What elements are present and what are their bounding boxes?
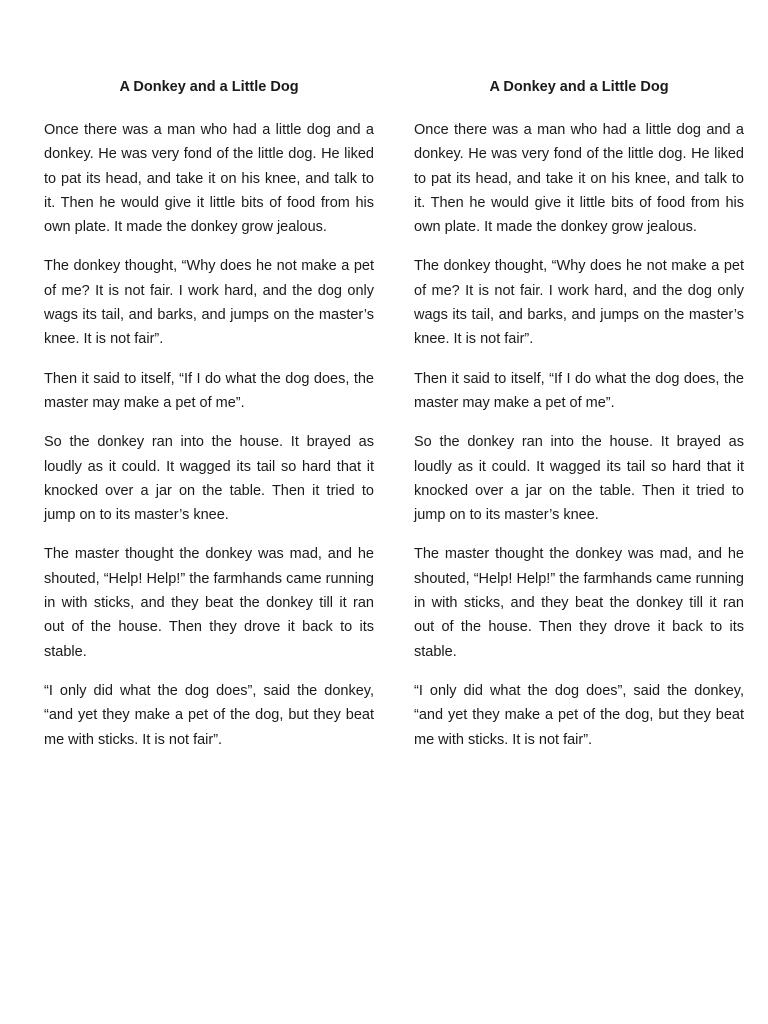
story-paragraph: Then it said to itself, “If I do what the dog does, the master may make a pet of me”.	[44, 370, 374, 411]
story-paragraph: “I only did what the dog does”, said the donkey, “and yet they make a pet of the dog, but they beat me with sticks. It is not fair”.	[44, 682, 374, 748]
story-paragraph: So the donkey ran into the house. It brayed as loudly as it could. It wagged its tail so hard that it knocked over a jar on the table. Then it tried to jump on to its master’s knee.	[414, 434, 744, 524]
story-paragraph: “I only did what the dog does”, said the donkey, “and yet they make a pet of the dog, but they beat me with sticks. It is not fair”.	[414, 682, 744, 748]
story-paragraph: The master thought the donkey was mad, and he shouted, “Help! Help!” the farmhands came running in with sticks, and they beat the donkey till it ran out of the house. Then they drove it back to its stable.	[44, 546, 374, 660]
story-column-left	[44, 76, 374, 752]
story-paragraph: The donkey thought, “Why does he not make a pet of me? It is not fair. I work hard, and the dog only wags its tail, and barks, and jumps on the master’s knee. It is not fair”.	[44, 258, 374, 348]
story-title: A Donkey and a Little Dog	[489, 79, 669, 95]
story-title: A Donkey and a Little Dog	[119, 79, 299, 95]
story-paragraph: Then it said to itself, “If I do what the dog does, the master may make a pet of me”.	[414, 370, 744, 411]
story-paragraph: So the donkey ran into the house. It brayed as loudly as it could. It wagged its tail so hard that it knocked over a jar on the table. Then it tried to jump on to its master’s knee.	[44, 434, 374, 524]
story-paragraph: Once there was a man who had a little dog and a donkey. He was very fond of the little dog. He liked to pat its head, and take it on his knee, and talk to it. Then he would give it little bits of food from his own plate. It made the donkey grow jealous.	[414, 122, 744, 236]
story-paragraph: Once there was a man who had a little dog and a donkey. He was very fond of the little dog. He liked to pat its head, and take it on his knee, and talk to it. Then he would give it little bits of food from his own plate. It made the donkey grow jealous.	[44, 122, 374, 236]
story-paragraph: The donkey thought, “Why does he not make a pet of me? It is not fair. I work hard, and the dog only wags its tail, and barks, and jumps on the master’s knee. It is not fair”.	[414, 258, 744, 348]
story-paragraph: The master thought the donkey was mad, and he shouted, “Help! Help!” the farmhands came running in with sticks, and they beat the donkey till it ran out of the house. Then they drove it back to its stable.	[414, 546, 744, 660]
story-column-right	[414, 76, 744, 752]
